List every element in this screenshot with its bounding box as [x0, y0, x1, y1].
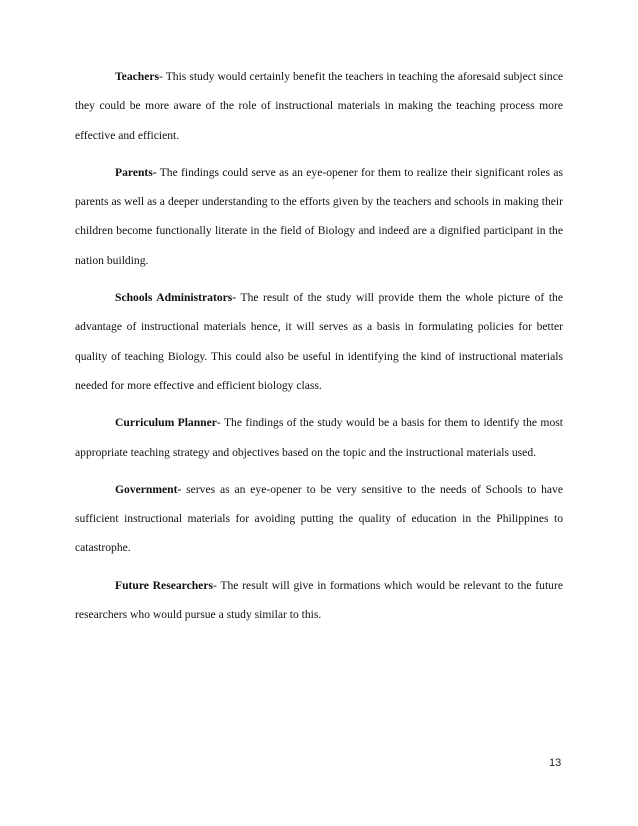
term-curriculum-planner: Curriculum Planner	[115, 416, 217, 430]
term-parents: Parents-	[115, 165, 157, 179]
term-separator: -	[159, 70, 163, 83]
paragraph-text: serves as an eye-opener to be very sensitive to the needs of Schools to have sufficient instructional materials for avoiding putting the quality of education in the Philippines to catastrophe.	[75, 482, 563, 555]
paragraph-curriculum-planner	[75, 408, 563, 467]
paragraph-text: The result will give in formations which would be relevant to the future researchers who would pursue a study similar to this.	[75, 578, 563, 622]
paragraph-government	[75, 475, 563, 563]
term-teachers: Teachers	[115, 70, 160, 83]
paragraph-teachers	[75, 62, 563, 150]
term-separator: -	[212, 578, 217, 592]
paragraph-parents	[75, 158, 563, 275]
term-future-researchers: Future Researchers	[115, 578, 213, 592]
paragraph-text: This study would certainly benefit the teachers in teaching the aforesaid subject since they could be more aware of the role of instructional materials in making the teaching process more effective and efficient.	[75, 70, 563, 142]
paragraph-schools-administrators	[75, 283, 563, 400]
body-text	[75, 62, 563, 637]
paragraph-text: The findings of the study would be a basis for them to identify the most appropriate teaching strategy and objectives based on the topic and the instructional materials used.	[75, 416, 563, 459]
term-government: Government-	[115, 482, 182, 496]
paragraph-text: The result of the study will provide them the whole picture of the advantage of instructional materials hence, it will serves as a basis in formulating policies for better quality of teaching Biology. This could also be useful in identifying the kind of instructional materials needed for more effective and efficient biology class.	[75, 291, 563, 392]
page-number: 13	[549, 757, 562, 769]
term-separator: -	[216, 416, 221, 430]
paragraph-future-researchers	[75, 571, 563, 630]
paragraph-text: The findings could serve as an eye-opener for them to realize their significant roles as parents as well as a deeper understanding to the efforts given by the teachers and schools in making their children become functionally literate in the field of Biology and indeed are a dignified participant in the nation building.	[75, 165, 563, 267]
term-schools-administrators: Schools Administrators-	[115, 291, 237, 305]
